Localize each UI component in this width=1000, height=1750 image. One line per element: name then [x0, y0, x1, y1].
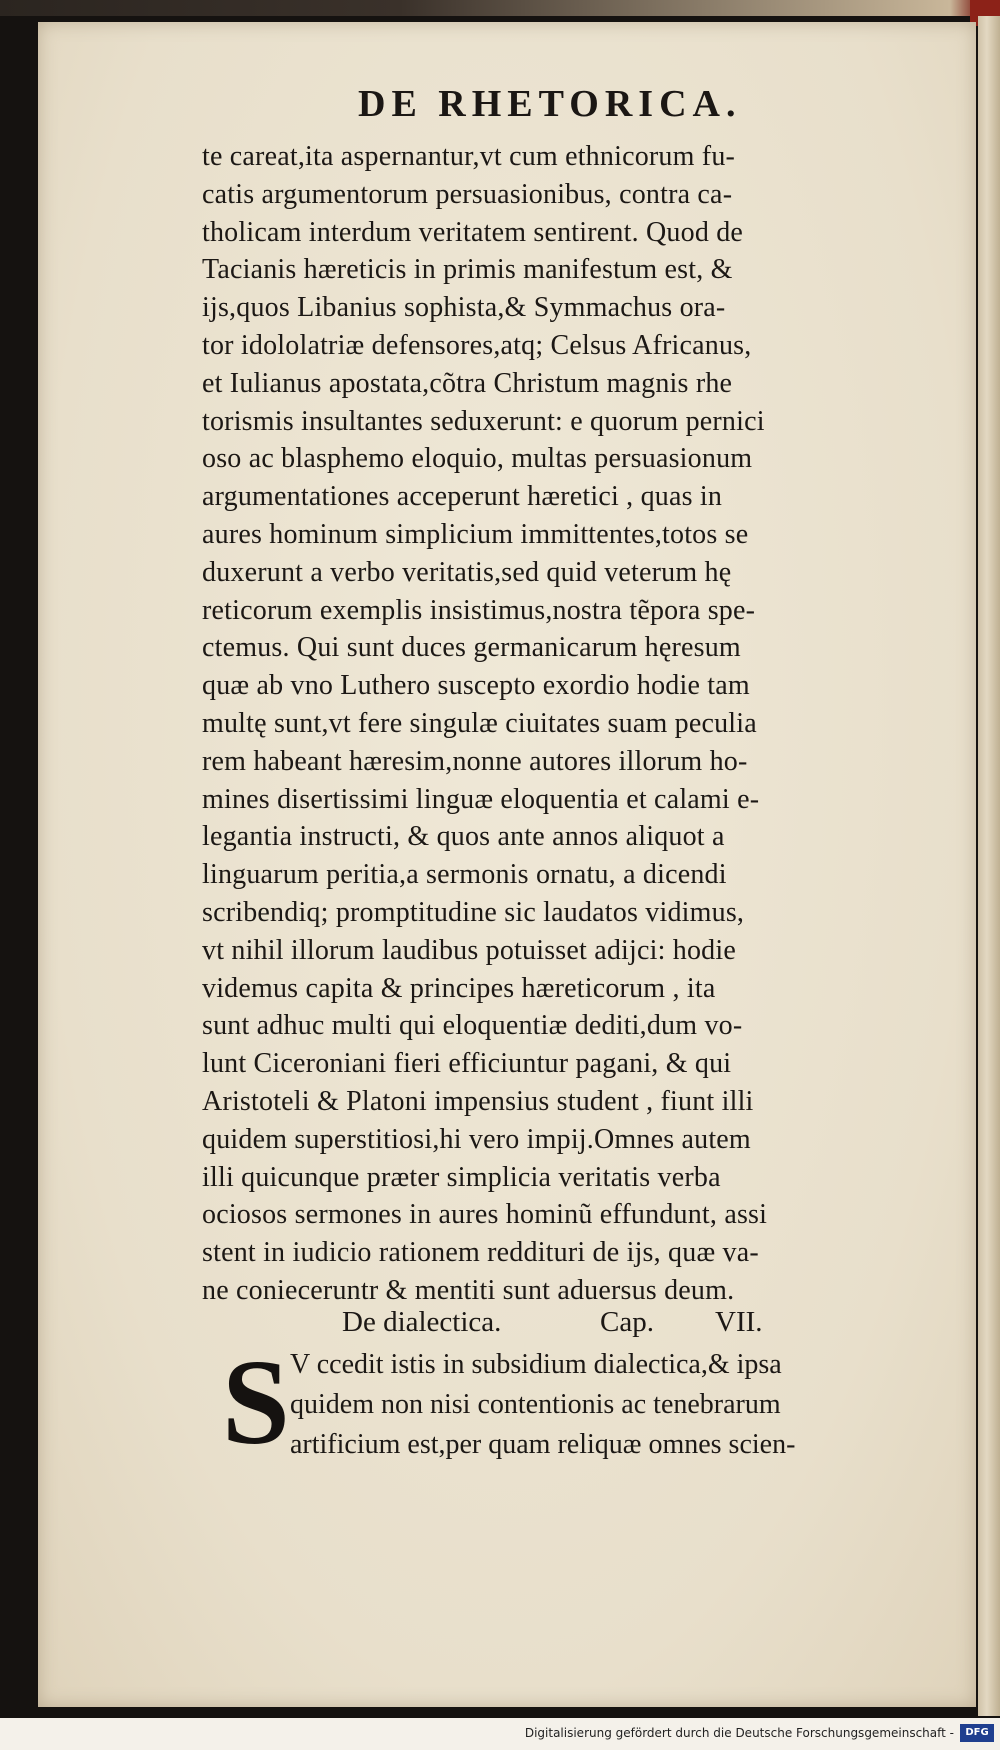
text-line: tholicam interdum veritatem sentirent. Quod de: [202, 216, 744, 248]
text-line: reticorum exemplis insistimus,nostra tẽpora spe-: [202, 594, 756, 626]
text-line: quidem superstitiosi,hi vero impij.Omnes autem: [202, 1123, 751, 1155]
dfg-logo[interactable]: DFG: [960, 1724, 994, 1742]
text-line: torismis insultantes seduxerunt: e quorum pernici: [202, 405, 765, 437]
chapter-heading: [342, 1306, 942, 1346]
text-line: tor idololatriæ defensores,atq; Celsus Africanus,: [202, 329, 752, 361]
text-line: videmus capita & principes hæreticorum , ita: [202, 972, 716, 1004]
text-line: catis argumentorum persuasionibus, contra ca-: [202, 178, 733, 210]
chapter-cap-label: Cap.: [600, 1306, 654, 1338]
chapter-text: [290, 1345, 970, 1465]
text-line: linguarum peritia,a sermonis ornatu, a dicendi: [202, 859, 727, 891]
text-line: quidem non nisi contentionis ac tenebrarum: [290, 1389, 781, 1420]
chapter-number: VII.: [715, 1306, 763, 1338]
text-line: et Iulianus apostata,cõtra Christum magnis rhe: [202, 367, 733, 399]
body-text: [202, 138, 962, 1310]
text-line: vt nihil illorum laudibus potuisset adijci: hodie: [202, 934, 736, 966]
text-line: rem habeant hæresim,nonne autores illorum ho-: [202, 745, 748, 777]
digitization-note: Digitalisierung gefördert durch die Deutsche Forschungsgemeinschaft -: [524, 1726, 954, 1740]
text-line: V ccedit istis in subsidium dialectica,& ipsa: [290, 1349, 782, 1380]
running-head: DE RHETORICA.: [358, 83, 742, 125]
text-line: illi quicunque præter simplicia veritatis verba: [202, 1161, 721, 1193]
text-line: quæ ab vno Luthero suscepto exordio hodie tam: [202, 670, 750, 702]
text-line: stent in iudicio rationem reddituri de ijs, quæ va-: [202, 1237, 759, 1269]
text-line: legantia instructi, & quos ante annos aliquot a: [202, 821, 725, 853]
text-line: argumentationes acceperunt hæretici , quas in: [202, 481, 723, 513]
text-line: ociosos sermones in aures hominũ effundunt, assi: [202, 1199, 768, 1231]
chapter-title: De dialectica.: [342, 1306, 502, 1338]
digitization-footer: [0, 1718, 1000, 1750]
text-line: lunt Ciceroniani fieri efficiuntur pagani, & qui: [202, 1048, 732, 1080]
book-top-edge: [0, 0, 1000, 16]
text-line: sunt adhuc multi qui eloquentiæ dediti,dum vo-: [202, 1010, 743, 1042]
text-line: Tacianis hæreticis in primis manifestum est, &: [202, 254, 733, 286]
text-line: ijs,quos Libanius sophista,& Symmachus ora-: [202, 292, 726, 324]
text-line: te careat,ita aspernantur,vt cum ethnicorum fu-: [202, 141, 736, 172]
text-line: ctemus. Qui sunt duces germanicarum hęresum: [202, 632, 741, 664]
text-line: scribendiq; promptitudine sic laudatos vidimus,: [202, 896, 745, 928]
text-line: ne conieceruntr & mentiti sunt aduersus deum.: [202, 1274, 735, 1306]
drop-cap-initial: S: [222, 1335, 290, 1470]
text-line: mines disertissimi linguæ eloquentia et calami e-: [202, 783, 760, 815]
text-line: duxerunt a verbo veritatis,sed quid veterum hę: [202, 556, 732, 588]
page-stack-edge: [978, 16, 1000, 1716]
text-line: oso ac blasphemo eloquio, multas persuasionum: [202, 443, 753, 475]
text-line: Aristoteli & Platoni impensius student , fiunt illi: [202, 1085, 754, 1117]
text-line: aures hominum simplicium immittentes,totos se: [202, 518, 749, 550]
text-line: artificium est,per quam reliquæ omnes scien-: [290, 1429, 796, 1460]
text-line: multę sunt,vt fere singulæ ciuitates suam peculia: [202, 707, 757, 739]
